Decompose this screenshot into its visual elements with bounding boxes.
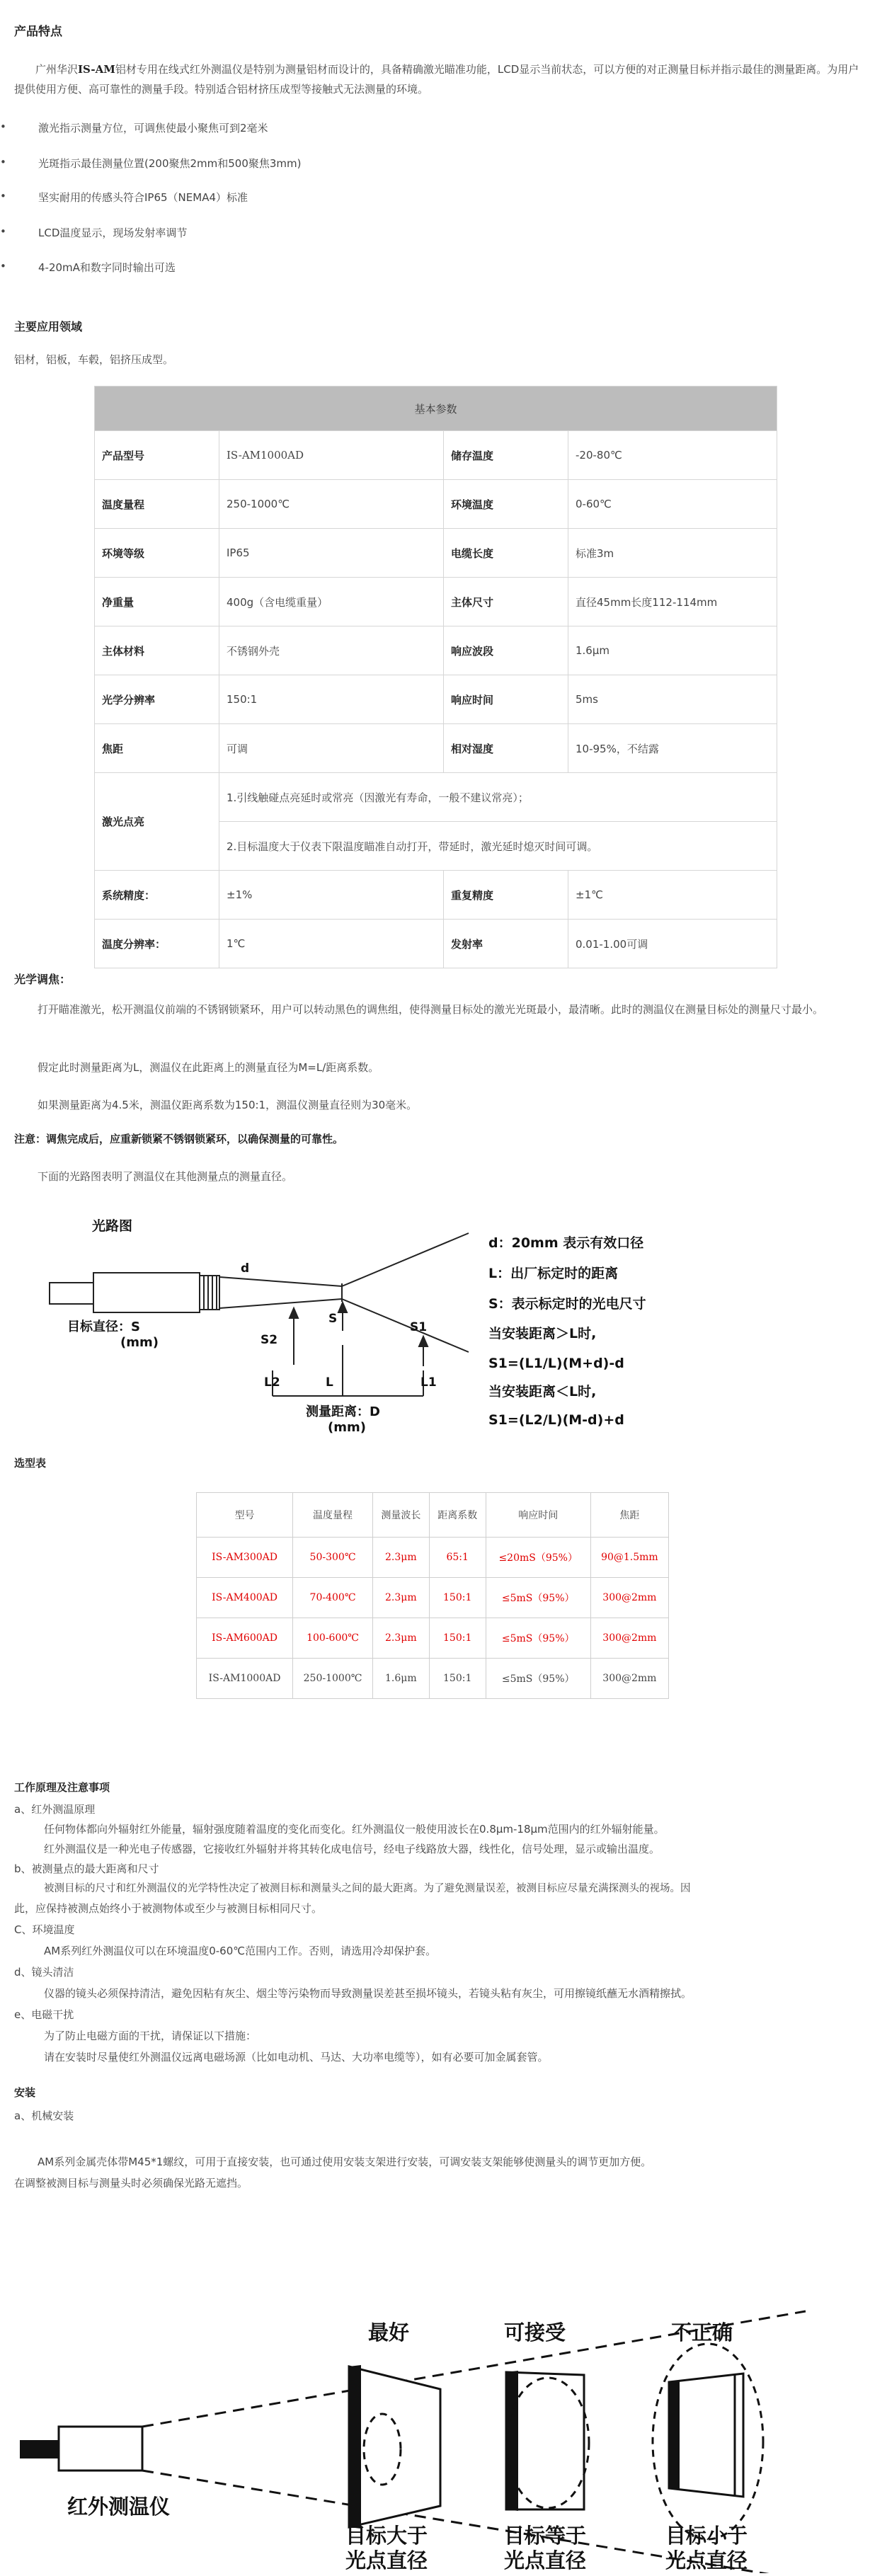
- principle-a-text: 任何物体都向外辐射红外能量，辐射强度随着温度的变化而变化。红外测温仪一般使用波长在0.8μm-18μm范围内的红外辐射能量。: [44, 1823, 665, 1836]
- param-label: 相对湿度: [444, 724, 568, 773]
- table-row: [95, 529, 777, 578]
- table-row: [197, 1578, 669, 1618]
- table-row: [95, 626, 777, 675]
- table-cell: 50-300℃: [293, 1538, 373, 1578]
- param-value: IP65: [219, 529, 444, 578]
- table-cell: 90@1.5mm: [590, 1538, 668, 1578]
- table-cell: IS-AM300AD: [197, 1538, 293, 1578]
- features-intro: [14, 59, 860, 99]
- column-header: 焦距: [590, 1493, 668, 1538]
- param-value: 可调: [219, 724, 444, 773]
- param-label: 激光点亮: [95, 773, 219, 871]
- principle-e-text: 请在安装时尽量使红外测温仪远离电磁场源（比如电动机、马达、大功率电缆等），如有必要可加金属套管。: [44, 2051, 549, 2063]
- param-label: 重复精度: [444, 871, 568, 920]
- principle-c-head: C、环境温度: [14, 1923, 75, 1936]
- diagram-title: 光路图: [92, 1218, 133, 1234]
- label-l2: L2: [264, 1375, 280, 1390]
- table-cell: ≤5mS（95%）: [486, 1659, 590, 1699]
- caption-small-2: 光点直径: [665, 2548, 748, 2572]
- arrow-s1-head: [419, 1336, 428, 1346]
- distance-unit: (mm): [328, 1420, 366, 1435]
- table-cell: 250-1000℃: [293, 1659, 373, 1699]
- param-value: 10-95%，不结露: [568, 724, 777, 773]
- param-label: 储存温度: [444, 431, 568, 480]
- distance-brackets: [273, 1345, 423, 1396]
- diagram-note: S：表示标定时的光电尺寸: [488, 1296, 646, 1312]
- principle-a-head: a、红外测温原理: [14, 1803, 96, 1816]
- sensor-cable-icon: [50, 1283, 93, 1304]
- sensor-cable-icon: [20, 2440, 59, 2458]
- param-label: 系统精度：: [95, 871, 219, 920]
- param-value: 150:1: [219, 675, 444, 724]
- optical-paragraph-1: 打开瞄准激光，松开测温仪前端的不锈钢锁紧环，用户可以转动黑色的调焦组，使得测量目标处的激光光斑最小，最清晰。此时的测温仪在测量目标处的测量尺寸最小。: [38, 1003, 824, 1016]
- arrow-s2-head: [290, 1308, 298, 1318]
- diagram-note: d：20mm 表示有效口径: [488, 1235, 644, 1251]
- param-label: 环境温度: [444, 480, 568, 529]
- principle-e-head: e、电磁干扰: [14, 2008, 74, 2021]
- label-acceptable: 可接受: [504, 2320, 566, 2345]
- optical-title: 光学调焦：: [14, 973, 71, 986]
- params-header: 基本参数: [95, 387, 777, 431]
- label-best: 最好: [368, 2320, 410, 2345]
- param-label: 净重量: [95, 578, 219, 626]
- install-title: 安装: [14, 2086, 36, 2099]
- principle-d-head: d、镜头清洁: [14, 1966, 74, 1979]
- laser-note: 1.引线触碰点亮延时或常亮（因激光有寿命，一般不建议常亮）；: [219, 773, 777, 822]
- principle-b-text: 被测目标的尺寸和红外测温仪的光学特性决定了被测目标和测量头之间的最大距离。为了避免测量误差，被测目标应尽量充满探测头的视场。因: [44, 1883, 691, 1894]
- target-small-icon: [653, 2344, 763, 2539]
- param-value: 标准3m: [568, 529, 777, 578]
- table-row: [95, 724, 777, 773]
- param-value: 直径45mm长度112-114mm: [568, 578, 777, 626]
- arrow-s-head: [338, 1303, 347, 1312]
- param-label: 温度量程: [95, 480, 219, 529]
- intro-text: 铝材专用在线式红外测温仪是特别为测量铝材而设计的，具备精确激光瞄准功能，LCD显示当前状态，可以方便的对正测量目标并指示最佳的测量距离。为用户提供使用方便、高可靠性的测量手段。特别适合铝材挤压成型等接触式无法测量的环境。: [14, 63, 859, 96]
- sensor-thread-icon: [200, 1276, 219, 1310]
- optical-note: 注意：调焦完成后，应重新锁紧不锈钢锁紧环，以确保测量的可靠性。: [14, 1133, 344, 1145]
- principles-title: 工作原理及注意事项: [14, 1781, 110, 1794]
- target-equal-icon: [506, 2371, 589, 2511]
- table-cell: 1.6μm: [372, 1659, 429, 1699]
- applications-title: 主要应用领域: [14, 320, 83, 333]
- caption-large-2: 光点直径: [345, 2548, 428, 2572]
- table-cell: 2.3μm: [372, 1578, 429, 1618]
- param-value: ±1℃: [568, 871, 777, 920]
- table-cell: 150:1: [429, 1659, 486, 1699]
- principle-c-text: AM系列红外测温仪可以在环境温度0-60℃范围内工作。否则，请选用冷却保护套。: [44, 1945, 437, 1957]
- target-large-icon: [349, 2365, 440, 2529]
- sensor-body-icon: [93, 1273, 200, 1312]
- label-s2: S2: [261, 1333, 278, 1347]
- principle-b-head: b、被测量点的最大距离和尺寸: [14, 1862, 159, 1875]
- table-cell: ≤5mS（95%）: [486, 1618, 590, 1659]
- table-row: [95, 480, 777, 529]
- param-label: 环境等级: [95, 529, 219, 578]
- param-label: 电缆长度: [444, 529, 568, 578]
- param-value: 1℃: [219, 920, 444, 968]
- table-cell: 65:1: [429, 1538, 486, 1578]
- table-header-row: [197, 1493, 669, 1538]
- table-cell: ≤20mS（95%）: [486, 1538, 590, 1578]
- diagram-note: L：出厂标定时的距离: [488, 1266, 619, 1281]
- install-text: 在调整被测目标与测量头时必须确保光路无遮挡。: [14, 2177, 248, 2189]
- column-header: 测量波长: [372, 1493, 429, 1538]
- param-label: 响应波段: [444, 626, 568, 675]
- params-table: [94, 386, 777, 968]
- caption-equal-2: 光点直径: [504, 2548, 587, 2572]
- param-label: 温度分辨率：: [95, 920, 219, 968]
- table-row: [197, 1618, 669, 1659]
- distance-label: 测量距离：D: [306, 1404, 380, 1419]
- table-row: [95, 431, 777, 480]
- table-row: [95, 871, 777, 920]
- principle-e-text: 为了防止电磁方面的干扰，请保证以下措施：: [44, 2030, 257, 2042]
- table-row: [95, 773, 777, 822]
- label-s1: S1: [410, 1320, 428, 1334]
- diagram-note: 当安装距离＜L时,: [488, 1384, 597, 1399]
- param-label: 焦距: [95, 724, 219, 773]
- optical-path-diagram: [42, 1203, 821, 1437]
- caption-large-1: 目标大于: [345, 2524, 428, 2548]
- label-l: L: [326, 1375, 333, 1390]
- target-diameter-unit: (mm): [120, 1335, 159, 1350]
- param-label: 响应时间: [444, 675, 568, 724]
- target-size-diagram: [0, 2276, 870, 2573]
- selection-table: [196, 1492, 669, 1699]
- laser-note: 2.目标温度大于仪表下限温度瞄准自动打开，带延时，激光延时熄灭时间可调。: [219, 822, 777, 871]
- param-value: 250-1000℃: [219, 480, 444, 529]
- table-cell: IS-AM400AD: [197, 1578, 293, 1618]
- target-diameter-label: 目标直径：S: [67, 1320, 140, 1334]
- param-value: IS-AM1000AD: [219, 431, 444, 480]
- table-row: [197, 1538, 669, 1578]
- intro-company: 广州华沢: [35, 63, 79, 76]
- param-value: 1.6μm: [568, 626, 777, 675]
- param-value: 0.01-1.00可调: [568, 920, 777, 968]
- features-title: 产品特点: [14, 25, 62, 39]
- table-cell: 300@2mm: [590, 1659, 668, 1699]
- diagram-note: S1=(L2/L)(M-d)+d: [488, 1412, 624, 1428]
- device-label: 红外测温仪: [67, 2495, 171, 2519]
- label-incorrect: 不正确: [671, 2320, 733, 2345]
- intro-model: IS-AM: [78, 63, 115, 76]
- label-d: d: [241, 1261, 250, 1276]
- install-text: AM系列金属壳体带M45*1螺纹，可用于直接安装，也可通过使用安装支架进行安装，可调安装支架能够使测量头的调节更加方便。: [38, 2156, 652, 2168]
- table-cell: IS-AM1000AD: [197, 1659, 293, 1699]
- column-header: 距离系数: [429, 1493, 486, 1538]
- table-row: [95, 578, 777, 626]
- principle-a-text: 红外测温仪是一种光电子传感器，它接收红外辐射并将其转化成电信号，经电子线路放大器，线性化，信号处理，显示或输出温度。: [44, 1843, 660, 1855]
- column-header: 型号: [197, 1493, 293, 1538]
- param-label: 产品型号: [95, 431, 219, 480]
- param-value: 400g（含电缆重量）: [219, 578, 444, 626]
- table-row: [95, 920, 777, 968]
- param-value: 5ms: [568, 675, 777, 724]
- caption-equal-1: 目标等于: [504, 2524, 587, 2548]
- table-cell: 150:1: [429, 1618, 486, 1659]
- diagram-note: S1=(L1/L)(M+d)-d: [488, 1356, 624, 1371]
- table-row: [197, 1659, 669, 1699]
- beam-lines: [219, 1233, 469, 1352]
- table-cell: 300@2mm: [590, 1578, 668, 1618]
- sensor-body-icon: [59, 2427, 142, 2471]
- table-cell: 2.3μm: [372, 1618, 429, 1659]
- label-l1: L1: [420, 1375, 437, 1390]
- optical-paragraph-2: 假定此时测量距离为L，测温仪在此距离上的测量直径为M=L/距离系数。: [38, 1061, 379, 1074]
- table-cell: 2.3μm: [372, 1538, 429, 1578]
- table-cell: 70-400℃: [293, 1578, 373, 1618]
- param-label: 光学分辨率: [95, 675, 219, 724]
- table-cell: 150:1: [429, 1578, 486, 1618]
- caption-small-1: 目标小于: [665, 2524, 748, 2548]
- install-a-head: a、机械安装: [14, 2110, 74, 2122]
- param-label: 主体尺寸: [444, 578, 568, 626]
- applications-text: 铝材，铝板，车毂，铝挤压成型。: [14, 353, 174, 366]
- selection-title: 选型表: [14, 1457, 47, 1470]
- param-value: -20-80℃: [568, 431, 777, 480]
- principle-d-text: 仪器的镜头必须保持清洁，避免因粘有灰尘、烟尘等污染物而导致测量误差甚至损坏镜头，若镜头粘有灰尘，可用擦镜纸蘸无水酒精擦拭。: [44, 1987, 692, 2000]
- optical-paragraph-3: 如果测量距离为4.5米，测温仪距离系数为150:1，测温仪测量直径则为30毫米。: [38, 1099, 418, 1111]
- column-header: 温度量程: [293, 1493, 373, 1538]
- column-header: 响应时间: [486, 1493, 590, 1538]
- table-cell: 100-600℃: [293, 1618, 373, 1659]
- diagram-note: 当安装距离＞L时,: [488, 1326, 597, 1341]
- param-value: 不锈钢外壳: [219, 626, 444, 675]
- table-row: [95, 675, 777, 724]
- param-label: 主体材料: [95, 626, 219, 675]
- table-cell: ≤5mS（95%）: [486, 1578, 590, 1618]
- param-value: ±1%: [219, 871, 444, 920]
- table-cell: 300@2mm: [590, 1618, 668, 1659]
- label-s: S: [328, 1312, 338, 1326]
- optical-paragraph-4: 下面的光路图表明了测温仪在其他测量点的测量直径。: [38, 1170, 293, 1183]
- table-cell: IS-AM600AD: [197, 1618, 293, 1659]
- principle-b-text: 此，应保持被测点始终小于被测物体或至少与被测目标相同尺寸。: [14, 1902, 323, 1915]
- param-value: 0-60℃: [568, 480, 777, 529]
- param-label: 发射率: [444, 920, 568, 968]
